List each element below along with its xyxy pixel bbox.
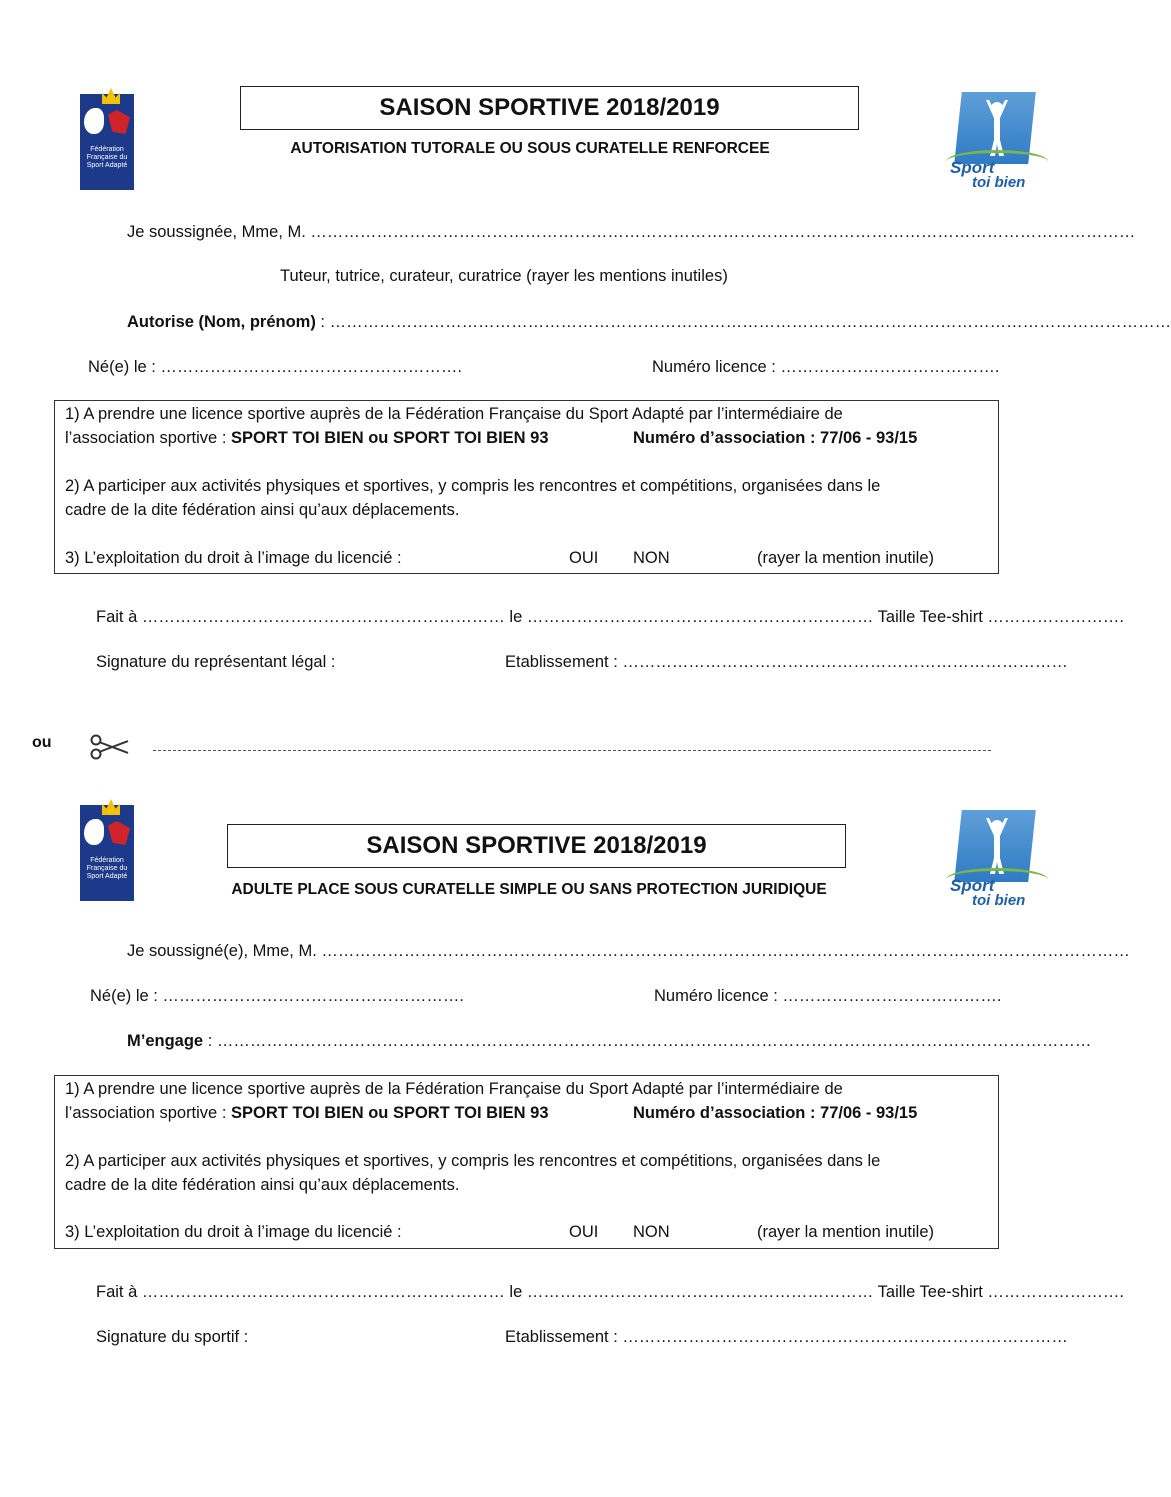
signature-label: Signature du sportif : [96,1328,249,1346]
engage-label: M’engage [127,1032,204,1050]
autorise-label: Autorise (Nom, prénom) [127,313,316,331]
engage-line [127,1032,1091,1051]
assoc-number: Numéro d’association : 77/06 - 93/15 [633,429,918,447]
clause-1-line-b [65,1104,549,1123]
clause-3: 3) L’exploitation du droit à l’image du licencié : [65,1223,402,1241]
dove-icon [84,108,104,134]
soussigne-line: Je soussigné(e), Mme, M. ………………………………………………………………………………………………………………………………… [127,942,1130,960]
signature-label: Signature du représentant légal : [96,653,336,671]
fait-a-line: Fait à ………………………………………………………… le ……………………………………………………… Taille Tee-shirt ……………………. [96,1283,1124,1301]
logo-word-toibien: toi bien [972,174,1026,191]
sport-toi-bien-logo [946,810,1048,910]
logo-word-toibien: toi bien [972,892,1026,909]
option-non: NON [633,549,670,567]
clause-2-line-a: 2) A participer aux activités physiques et sportives, y compris les rencontres et compétitions, organisées dans le [65,477,881,495]
person-icon [984,100,1010,156]
engage-dots: : …………………………………………………………………………………………………………………………………………… [203,1032,1092,1050]
page-title [227,824,846,868]
red-shape-icon [108,821,130,845]
clause-1-line-b [65,429,549,448]
assoc-name: SPORT TOI BIEN ou SPORT TOI BIEN 93 [231,1104,549,1122]
subtitle: AUTORISATION TUTORALE OU SOUS CURATELLE RENFORCEE [290,140,770,157]
subtitle: ADULTE PLACE SOUS CURATELLE SIMPLE OU SANS PROTECTION JURIDIQUE [231,881,827,898]
clause-1-line-a: 1) A prendre une licence sportive auprès de la Fédération Française du Sport Adapté par l’intermédiaire de [65,405,843,423]
authorization-box [54,400,999,574]
tuteur-line: Tuteur, tutrice, curateur, curatrice (rayer les mentions inutiles) [280,267,728,285]
option-oui: OUI [569,549,599,567]
crown-icon [102,799,120,815]
option-oui: OUI [569,1223,599,1241]
etablissement-field: Etablissement : ……………………………………………………………………… [505,1328,1068,1346]
assoc-name: SPORT TOI BIEN ou SPORT TOI BIEN 93 [231,429,549,447]
person-icon [984,818,1010,874]
red-shape-icon [108,110,130,134]
autorise-line [127,313,1171,332]
birthdate-field: Né(e) le : ………………………………………………. [88,358,463,376]
assoc-number: Numéro d’association : 77/06 - 93/15 [633,1104,918,1122]
rayer-note: (rayer la mention inutile) [757,1223,934,1241]
dove-icon [84,819,104,845]
option-non: NON [633,1223,670,1241]
title-text: SAISON SPORTIVE 2018/2019 [379,94,720,121]
clause-2-line-b: cadre de la dite fédération ainsi qu’aux déplacements. [65,501,460,519]
cut-line [153,750,991,751]
title-text: SAISON SPORTIVE 2018/2019 [366,832,707,859]
logo-word-sport: Sport [950,158,995,177]
licence-number-field: Numéro licence : …………………………………. [654,987,1002,1005]
clause-3: 3) L’exploitation du droit à l’image du licencié : [65,549,402,567]
etablissement-field: Etablissement : ……………………………………………………………………… [505,653,1068,671]
ffsa-logo-text: Fédération Française du Sport Adapté [86,857,128,880]
sport-toi-bien-logo [946,92,1048,192]
page-title [240,86,859,130]
fait-a-line: Fait à ………………………………………………………… le ……………………………………………………… Taille Tee-shirt ……………………. [96,608,1124,626]
crown-icon [102,88,120,104]
rayer-note: (rayer la mention inutile) [757,549,934,567]
ffsa-logo [80,94,134,190]
assoc-prefix: l’association sportive : [65,429,231,447]
clause-2-line-a: 2) A participer aux activités physiques et sportives, y compris les rencontres et compétitions, organisées dans le [65,1152,881,1170]
soussigne-line: Je soussignée, Mme, M. …………………………………………………………………………………………………………………………………… [127,223,1136,241]
clause-1-line-a: 1) A prendre une licence sportive auprès de la Fédération Française du Sport Adapté par l’intermédiaire de [65,1080,843,1098]
engagement-box [54,1075,999,1249]
assoc-prefix: l’association sportive : [65,1104,231,1122]
autorise-dots: : ……………………………………………………………………………………………………………………………………… [315,313,1171,331]
scissors-icon [88,734,130,760]
logo-word-sport: Sport [950,876,995,895]
birthdate-field: Né(e) le : ………………………………………………. [90,987,465,1005]
ou-label: ou [32,734,52,751]
ffsa-logo-text: Fédération Française du Sport Adapté [86,146,128,169]
licence-number-field: Numéro licence : …………………………………. [652,358,1000,376]
clause-2-line-b: cadre de la dite fédération ainsi qu’aux déplacements. [65,1176,460,1194]
ffsa-logo [80,805,134,901]
